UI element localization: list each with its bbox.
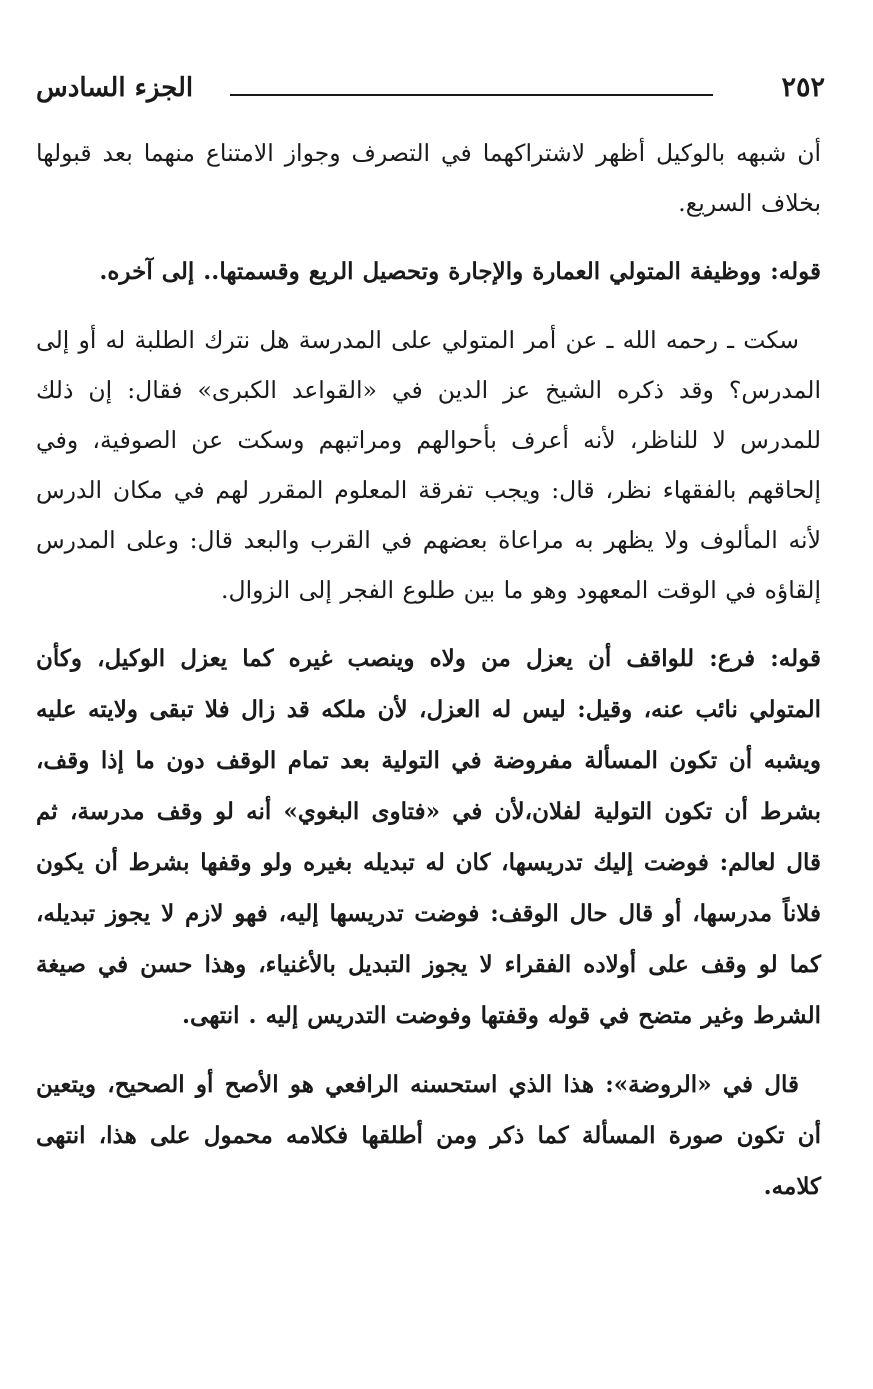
page-body xyxy=(36,128,821,1230)
header-rule xyxy=(230,94,713,96)
paragraph-continuation: أن شبهه بالوكيل أظهر لاشتراكهما في التصرف وجواز الامتناع منهما بعد قبولها بخلاف السريع. xyxy=(36,139,821,217)
running-title: الجزء السادس xyxy=(36,73,194,103)
paragraph-commentary: سكت ـ رحمه الله ـ عن أمر المتولي على المدرسة هل نترك الطلبة له أو إلى المدرس؟ وقد ذكره الشيخ عز الدين في «القواعد الكبرى» فقال: إن ذلك للمدرس لا للناظر، لأنه أعرف بأحوالهم ومراتبهم وسكت عن الصوفية، وفي إلحاقهم بالفقهاء نظر، قال: ويجب تفرقة المعلوم المقرر لهم في مكان الدرس لأنه المألوف ولا يظهر به مراعاة بعضهم في القرب والبعد قال: وعلى المدرس إلقاؤه في الوقت المعهود وهو ما بين طلوع الفجر إلى الزوال. xyxy=(36,326,821,604)
paragraph-quote-branch: قوله: فرع: للواقف أن يعزل من ولاه وينصب غيره كما يعزل الوكيل، وكأن المتولي نائب عنه، وقيل: ليس له العزل، لأن ملكه قد زال فلا تبقى ولايته عليه ويشبه أن تكون المسألة مفروضة في التولية بعد تمام الوقف دون ما إذا وقف، بشرط أن تكون التولية لفلان،لأن في «فتاوى البغوي» أنه لو وقف مدرسة، ثم قال لعالم: فوضت إليك تدريسها، كان له تبديله بغيره ولو وقفها بشرط أن يكون فلاناً مدرسها، أو قال حال الوقف: فوضت تدريسها إليه، فهو لازم لا يجوز تبديله، كما لو وقف على أولاده الفقراء لا يجوز التبديل بالأغنياء، وهذا حسن في صيغة الشرط وغير متضح في قوله وقفتها وفوضت التدريس إليه . انتهى. xyxy=(36,645,821,1029)
page-number: ٢٥٢ xyxy=(781,72,825,103)
page-header xyxy=(36,68,825,108)
paragraph-quote-heading: قوله: ووظيفة المتولي العمارة والإجارة وتحصيل الريع وقسمتها.. إلى آخره. xyxy=(99,258,821,285)
paragraph-rawda-quote: قال في «الروضة»: هذا الذي استحسنه الرافعي هو الأصح أو الصحيح، ويتعين أن تكون صورة المسألة كما ذكر ومن أطلقها فكلامه محمول على هذا، انتهى كلامه. xyxy=(36,1071,821,1200)
